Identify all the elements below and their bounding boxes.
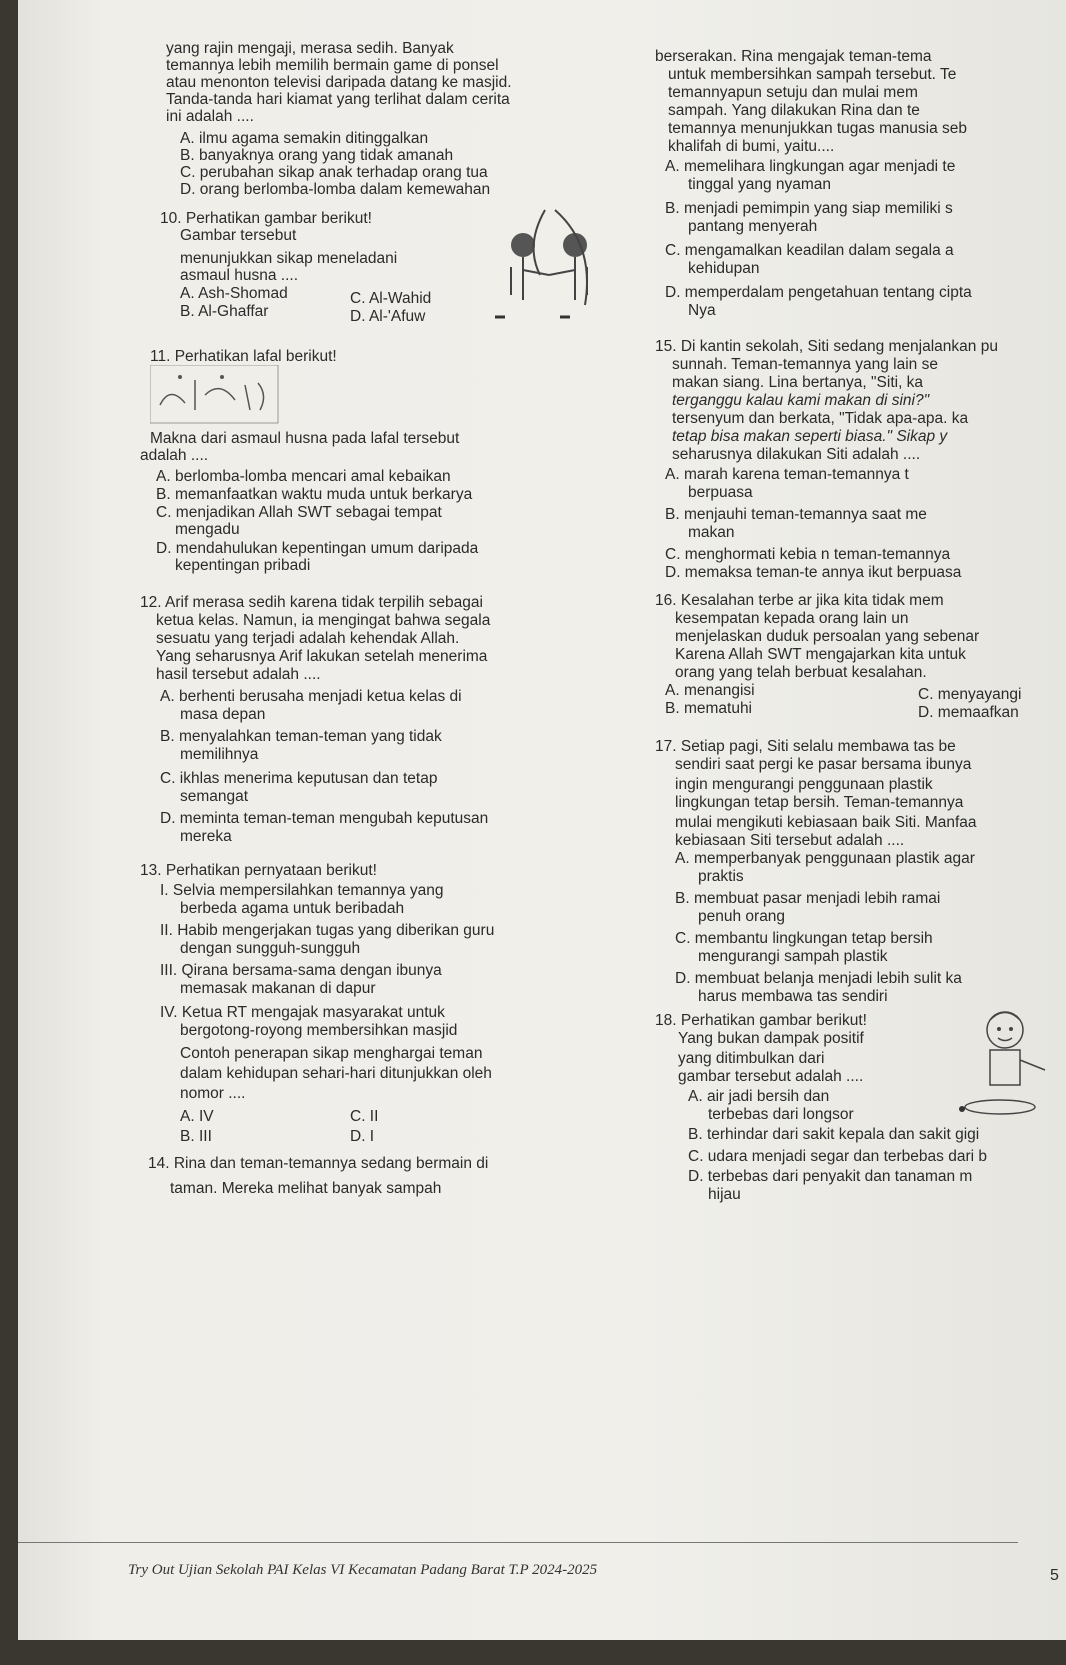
q18-option-d[interactable]: D. terbebas dari penyakit dan tanaman m	[688, 1168, 973, 1185]
q17-text: lingkungan tetap bersih. Teman-temannya	[675, 794, 964, 811]
q12-option-b[interactable]: B. menyalahkan teman-teman yang tidak	[160, 728, 442, 745]
intro-line: Tanda-tanda hari kiamat yang terlihat dalam cerita	[166, 91, 510, 108]
q12-text: Yang seharusnya Arif lakukan setelah menerima	[156, 648, 488, 665]
q13-statement: berbeda agama untuk beribadah	[180, 900, 405, 917]
footer-text: Try Out Ujian Sekolah PAI Kelas VI Kecamatan Padang Barat T.P 2024-2025	[128, 1562, 598, 1578]
q10-option-c[interactable]: C. Al-Wahid	[350, 290, 432, 307]
q16-option-b[interactable]: B. mematuhi	[665, 700, 753, 717]
q17-option-c-cont: mengurangi sampah plastik	[698, 948, 888, 965]
q17-text: kebiasaan Siti tersebut adalah ....	[675, 832, 905, 849]
q11-option-d[interactable]: D. mendahulukan kepentingan umum daripada	[156, 540, 479, 557]
q14-option-c-cont: kehidupan	[688, 260, 760, 277]
q10-option-a[interactable]: A. Ash-Shomad	[180, 285, 288, 302]
q18-option-c[interactable]: C. udara menjadi segar dan terbebas dari b	[688, 1148, 987, 1165]
q14-cont: untuk membersihkan sampah tersebut. Te	[668, 66, 957, 83]
q16-text: menjelaskan duduk persoalan yang sebenar	[675, 628, 980, 645]
q13-statement: IV. Ketua RT mengajak masyarakat untuk	[160, 1004, 445, 1021]
q14-option-a[interactable]: A. memelihara lingkungan agar menjadi te	[665, 158, 956, 175]
q12-option-b-cont: memilihnya	[180, 746, 259, 763]
q17-text: 17. Setiap pagi, Siti selalu membawa tas be	[655, 738, 956, 755]
q15-text: sunnah. Teman-temannya yang lain se	[672, 356, 938, 373]
q17-option-b-cont: penuh orang	[698, 908, 786, 925]
q15-option-c[interactable]: C. menghormati kebia n teman-temannya	[665, 546, 951, 563]
q18-option-d-cont: hijau	[708, 1186, 741, 1203]
q17-option-a[interactable]: A. memperbanyak penggunaan plastik agar	[675, 850, 975, 867]
q15-text: tersenyum dan berkata, "Tidak apa-apa. ka	[672, 410, 969, 427]
q18-option-a-cont: terbebas dari longsor	[708, 1106, 854, 1123]
q12-option-d-cont: mereka	[180, 828, 232, 845]
q17-text: ingin mengurangi penggunaan plastik	[675, 776, 933, 793]
q17-option-a-cont: praktis	[698, 868, 744, 885]
q11-option-d-cont: kepentingan pribadi	[175, 557, 311, 574]
q10-text: 10. Perhatikan gambar berikut!	[160, 210, 372, 227]
q15-text: seharusnya dilakukan Siti adalah ....	[672, 446, 921, 463]
q12-text: hasil tersebut adalah ....	[156, 666, 321, 683]
q13-option-c[interactable]: C. II	[350, 1108, 379, 1125]
q18-text: gambar tersebut adalah ....	[678, 1068, 864, 1085]
q17-option-b[interactable]: B. membuat pasar menjadi lebih ramai	[675, 890, 941, 907]
q13-text: Contoh penerapan sikap menghargai teman	[180, 1045, 483, 1062]
q13-statement: III. Qirana bersama-sama dengan ibunya	[160, 962, 442, 979]
q14-cont: berserakan. Rina mengajak teman-tema	[655, 48, 932, 65]
q13-option-a[interactable]: A. IV	[180, 1108, 214, 1125]
q11-option-b[interactable]: B. memanfaatkan waktu muda untuk berkarya	[156, 486, 473, 503]
q16-text: orang yang telah berbuat kesalahan.	[675, 664, 927, 681]
q18-text: yang ditimbulkan dari	[678, 1050, 825, 1067]
q15-text: terganggu kalau kami makan di sini?"	[672, 392, 930, 409]
q13-option-d[interactable]: D. I	[350, 1128, 375, 1145]
q16-option-d[interactable]: D. memaafkan	[918, 704, 1019, 721]
q14-option-d[interactable]: D. memperdalam pengetahuan tentang cipta	[665, 284, 972, 301]
q15-text: makan siang. Lina bertanya, "Siti, ka	[672, 374, 924, 391]
q14-option-b[interactable]: B. menjadi pemimpin yang siap memiliki s	[665, 200, 953, 217]
q12-option-c-cont: semangat	[180, 788, 249, 805]
q9-option-c[interactable]: C. perubahan sikap anak terhadap orang tua	[180, 164, 488, 181]
intro-line: yang rajin mengaji, merasa sedih. Banyak	[166, 40, 454, 57]
q11-text: Makna dari asmaul husna pada lafal tersebut	[150, 430, 460, 447]
q14-cont: sampah. Yang dilakukan Rina dan te	[668, 102, 920, 119]
q10-text: Gambar tersebut	[180, 227, 297, 244]
q13-statement: memasak makanan di dapur	[180, 980, 376, 997]
q15-text: tetap bisa makan seperti biasa." Sikap y	[672, 428, 948, 445]
q16-option-c[interactable]: C. menyayangi	[918, 686, 1022, 703]
q18-option-a[interactable]: A. air jadi bersih dan	[688, 1088, 830, 1105]
q17-option-c[interactable]: C. membantu lingkungan tetap bersih	[675, 930, 933, 947]
q12-option-a[interactable]: A. berhenti berusaha menjadi ketua kelas di	[160, 688, 462, 705]
q16-option-a[interactable]: A. menangisi	[665, 682, 755, 699]
q11-text: adalah ....	[140, 447, 209, 464]
q9-option-b[interactable]: B. banyaknya orang yang tidak amanah	[180, 147, 454, 164]
q14-option-a-cont: tinggal yang nyaman	[688, 176, 832, 193]
q14-cont: temannya menunjukkan tugas manusia seb	[668, 120, 967, 137]
q14-text: taman. Mereka melihat banyak sampah	[170, 1180, 442, 1197]
q12-text: 12. Arif merasa sedih karena tidak terpilih sebagai	[140, 594, 483, 611]
q18-option-b[interactable]: B. terhindar dari sakit kepala dan sakit gigi	[688, 1126, 980, 1143]
q17-text: mulai mengikuti kebiasaan baik Siti. Manfaa	[675, 814, 977, 831]
q10-text: asmaul husna ....	[180, 267, 299, 284]
q18-text: 18. Perhatikan gambar berikut!	[655, 1012, 867, 1029]
q15-option-b-cont: makan	[688, 524, 735, 541]
q17-option-d-cont: harus membawa tas sendiri	[698, 988, 888, 1005]
footer-divider	[18, 1542, 1018, 1543]
q13-text: 13. Perhatikan pernyataan berikut!	[140, 862, 377, 879]
q10-text: menunjukkan sikap meneladani	[180, 250, 398, 267]
q12-option-c[interactable]: C. ikhlas menerima keputusan dan tetap	[160, 770, 438, 787]
q11-option-c[interactable]: C. menjadikan Allah SWT sebagai tempat	[156, 504, 442, 521]
page-number: 5	[1050, 1567, 1059, 1584]
q12-option-d[interactable]: D. meminta teman-teman mengubah keputusan	[160, 810, 489, 827]
q13-option-b[interactable]: B. III	[180, 1128, 212, 1145]
q13-statement: I. Selvia mempersilahkan temannya yang	[160, 882, 444, 899]
q11-option-c-cont: mengadu	[175, 521, 240, 538]
q14-option-d-cont: Nya	[688, 302, 716, 319]
q18-text: Yang bukan dampak positif	[678, 1030, 864, 1047]
q13-text: dalam kehidupan sehari-hari ditunjukkan oleh	[180, 1065, 492, 1082]
q14-cont: temannyapun setuju dan mulai mem	[668, 84, 918, 101]
q15-option-b[interactable]: B. menjauhi teman-temannya saat me	[665, 506, 927, 523]
q10-illustration	[485, 205, 635, 325]
q17-text: sendiri saat pergi ke pasar bersama ibunya	[675, 756, 972, 773]
q16-text: 16. Kesalahan terbe ar jika kita tidak mem	[655, 592, 944, 609]
q18-illustration	[950, 1005, 1060, 1125]
q17-option-d[interactable]: D. membuat belanja menjadi lebih sulit ka	[675, 970, 962, 987]
q13-statement: II. Habib mengerjakan tugas yang diberikan guru	[160, 922, 495, 939]
q13-statement: bergotong-royong membersihkan masjid	[180, 1022, 458, 1039]
q15-option-a-cont: berpuasa	[688, 484, 753, 501]
q9-option-d[interactable]: D. orang berlomba-lomba dalam kemewahan	[180, 181, 491, 198]
q11-option-a[interactable]: A. berlomba-lomba mencari amal kebaikan	[156, 468, 451, 485]
intro-line: temannya lebih memilih bermain game di ponsel	[166, 57, 499, 74]
q12-option-a-cont: masa depan	[180, 706, 266, 723]
q10-option-d[interactable]: D. Al-'Afuw	[350, 308, 426, 325]
q10-option-b[interactable]: B. Al-Ghaffar	[180, 303, 269, 320]
intro-line: atau menonton televisi daripada datang ke masjid.	[166, 74, 512, 91]
q12-text: ketua kelas. Namun, ia mengingat bahwa segala	[156, 612, 491, 629]
q12-text: sesuatu yang terjadi adalah kehendak Allah.	[156, 630, 460, 647]
q14-option-b-cont: pantang menyerah	[688, 218, 818, 235]
q14-cont: khalifah di bumi, yaitu....	[668, 138, 835, 155]
q15-option-d[interactable]: D. memaksa teman-te annya ikut berpuasa	[665, 564, 962, 581]
q11-text: 11. Perhatikan lafal berikut!	[150, 348, 337, 365]
q15-text: 15. Di kantin sekolah, Siti sedang menjalankan pu	[655, 338, 998, 355]
q11-calligraphy-image	[150, 365, 280, 425]
q16-text: kesempatan kepada orang lain un	[675, 610, 909, 627]
q9-option-a[interactable]: A. ilmu agama semakin ditinggalkan	[180, 130, 429, 147]
q13-statement: dengan sungguh-sungguh	[180, 940, 361, 957]
q16-text: Karena Allah SWT mengajarkan kita untuk	[675, 646, 966, 663]
q14-option-c[interactable]: C. mengamalkan keadilan dalam segala a	[665, 242, 954, 259]
q13-text: nomor ....	[180, 1085, 246, 1102]
q14-text: 14. Rina dan teman-temannya sedang bermain di	[148, 1155, 489, 1172]
intro-line: ini adalah ....	[166, 108, 254, 125]
q15-option-a[interactable]: A. marah karena teman-temannya t	[665, 466, 909, 483]
